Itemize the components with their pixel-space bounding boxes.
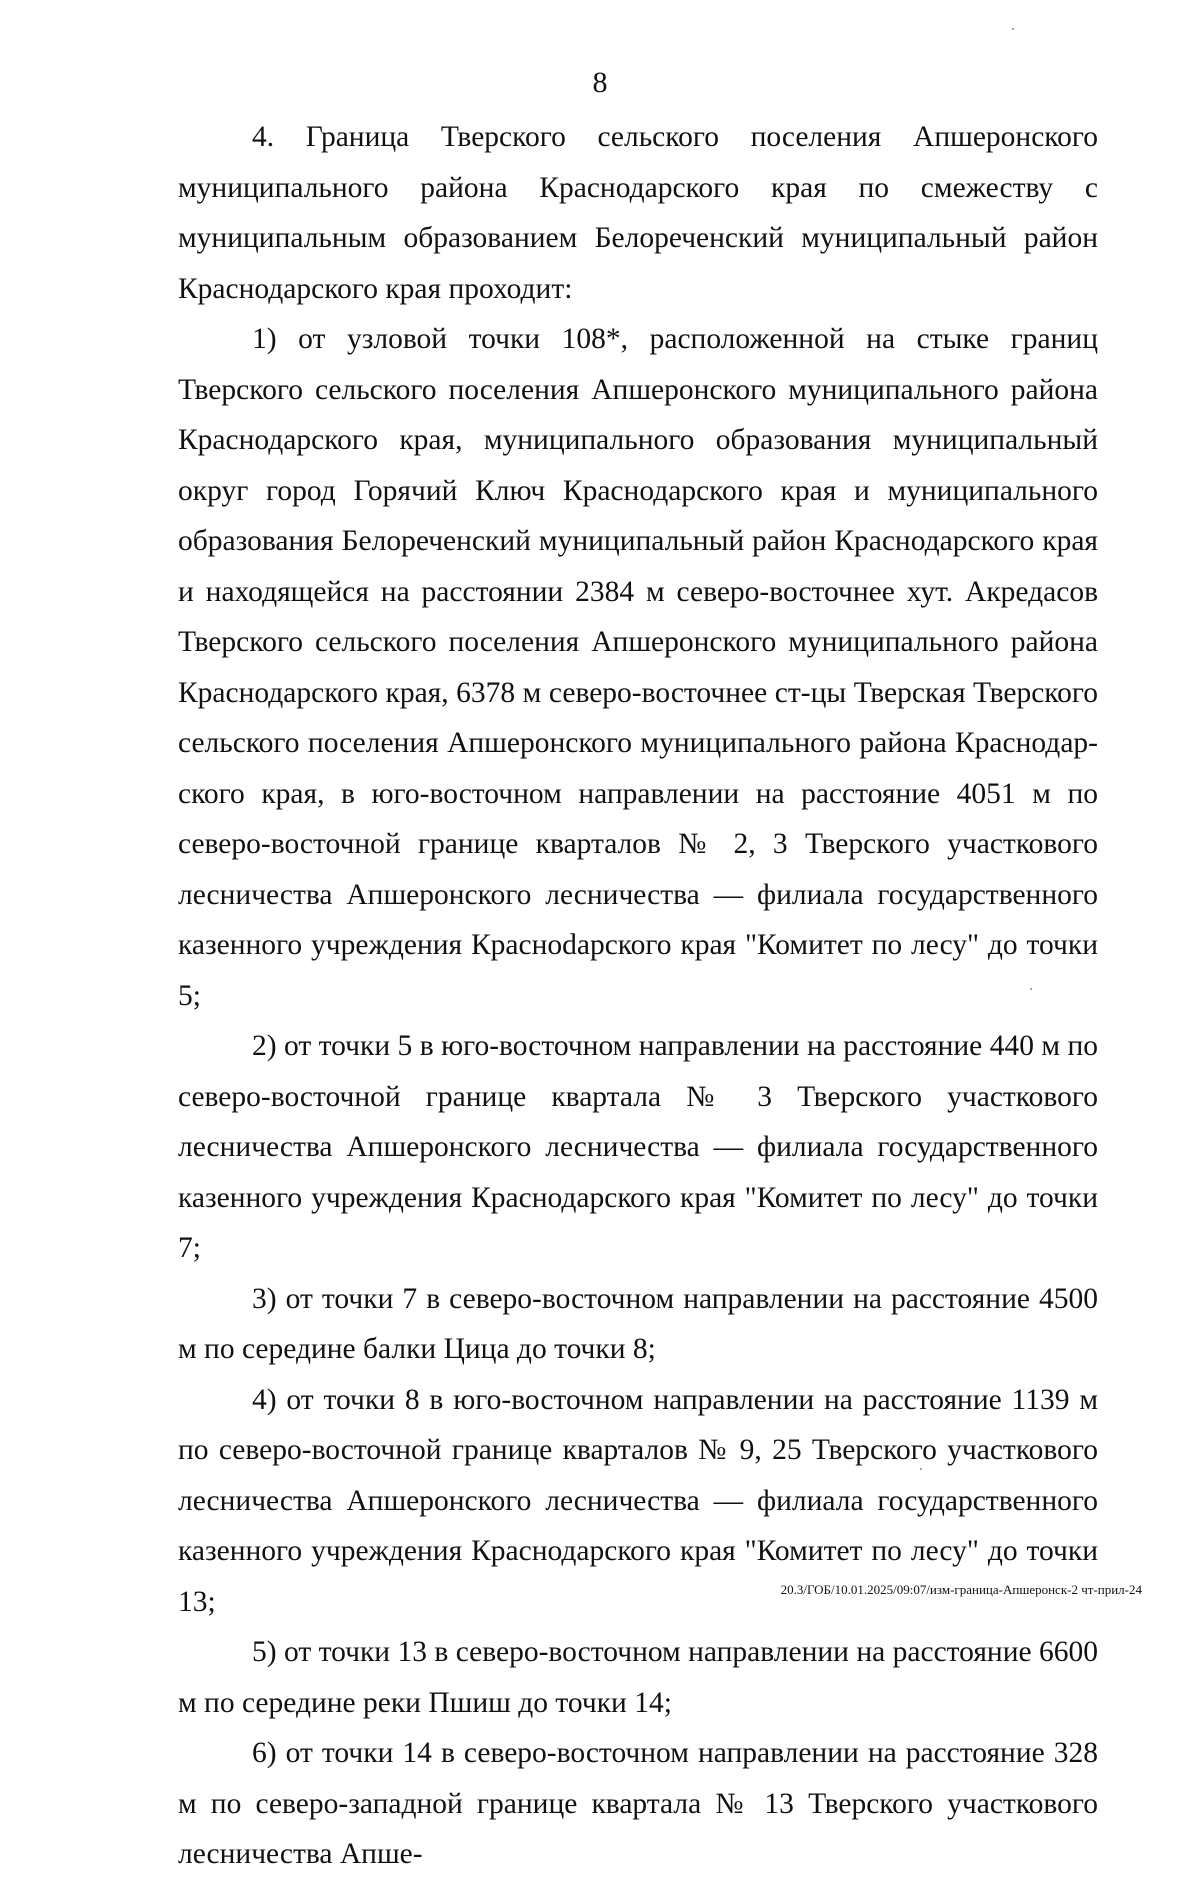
paragraph-item-6: 6) от точки 14 в северо-восточном направлении на расстояние 328 м по северо-западной границе квартала № 13 Тверского участкового лесничества Апше- (178, 1737, 1098, 1870)
paragraph-item-2: 2) от точки 5 в юго-восточном направлении на расстояние 440 м по северо-восточной границе квартала № 3 Тверского участкового лесничества Апшеронского лесничества — филиала государственного казенного учреждения Краснодарского края "Комитет по лесу" до точки 7; (178, 1030, 1098, 1264)
scan-speck (1012, 28, 1014, 30)
document-footer-code: 20.3/ГОБ/10.01.2025/09:07/изм-граница-Апшеронск-2 чт-прил-24 (780, 1582, 1142, 1597)
paragraph-4-intro: 4. Граница Тверского сельского поселения Апшеронского муниципального района Краснодарского края по смежеству с муниципальным образованием Белореченский муниципальный район Краснодарского края проходит: (178, 121, 1098, 305)
document-body (178, 112, 1098, 1880)
scan-speck (920, 1468, 922, 1470)
paragraph-item-4: 4) от точки 8 в юго-восточном направлении на расстояние 1139 м по северо-восточной границе кварталов № 9, 25 Тверского участкового лесничества Апшеронского лесничества — филиала государственного казенного учреждения Краснодарского края "Комитет по лесу" до точки 13; (178, 1383, 1098, 1618)
paragraph-item-1: 1) от узловой точки 108*, расположенной на стыке границ Тверского сельского поселения Апшеронского муниципального района Краснодарского края, муниципального образования муниципальный округ город Горячий Ключ Краснодарского края и муниципального образования Белореченский муниципальный район Краснодарского края и находящейся на расстоянии 2384 м северо-восточнее хут. Акредасов Тверского сельского поселения Апшеронского муниципального района Краснодарского края, 6378 м северо-восточнее ст-цы Тверская Тверского сельского поселения Апшеронского муниципального района Краснодарского края, в юго-восточном направлении на расстояние 4051 м по северо-восточной границе кварталов № 2, 3 Тверского участкового лесничества Апшеронского лесничества — филиала государственного казенного учреждения Красноdарского края "Комитет по лесу" до точки 5; (178, 323, 1098, 1012)
paragraph-item-5: 5) от точки 13 в северо-восточном направлении на расстояние 6600 м по середине реки Пшиш до точки 14; (178, 1636, 1098, 1719)
scan-speck (1030, 988, 1032, 990)
page-number: 8 (592, 66, 608, 99)
paragraph-item-3: 3) от точки 7 в северо-восточном направлении на расстояние 4500 м по середине балки Цица до точки 8; (178, 1282, 1098, 1365)
